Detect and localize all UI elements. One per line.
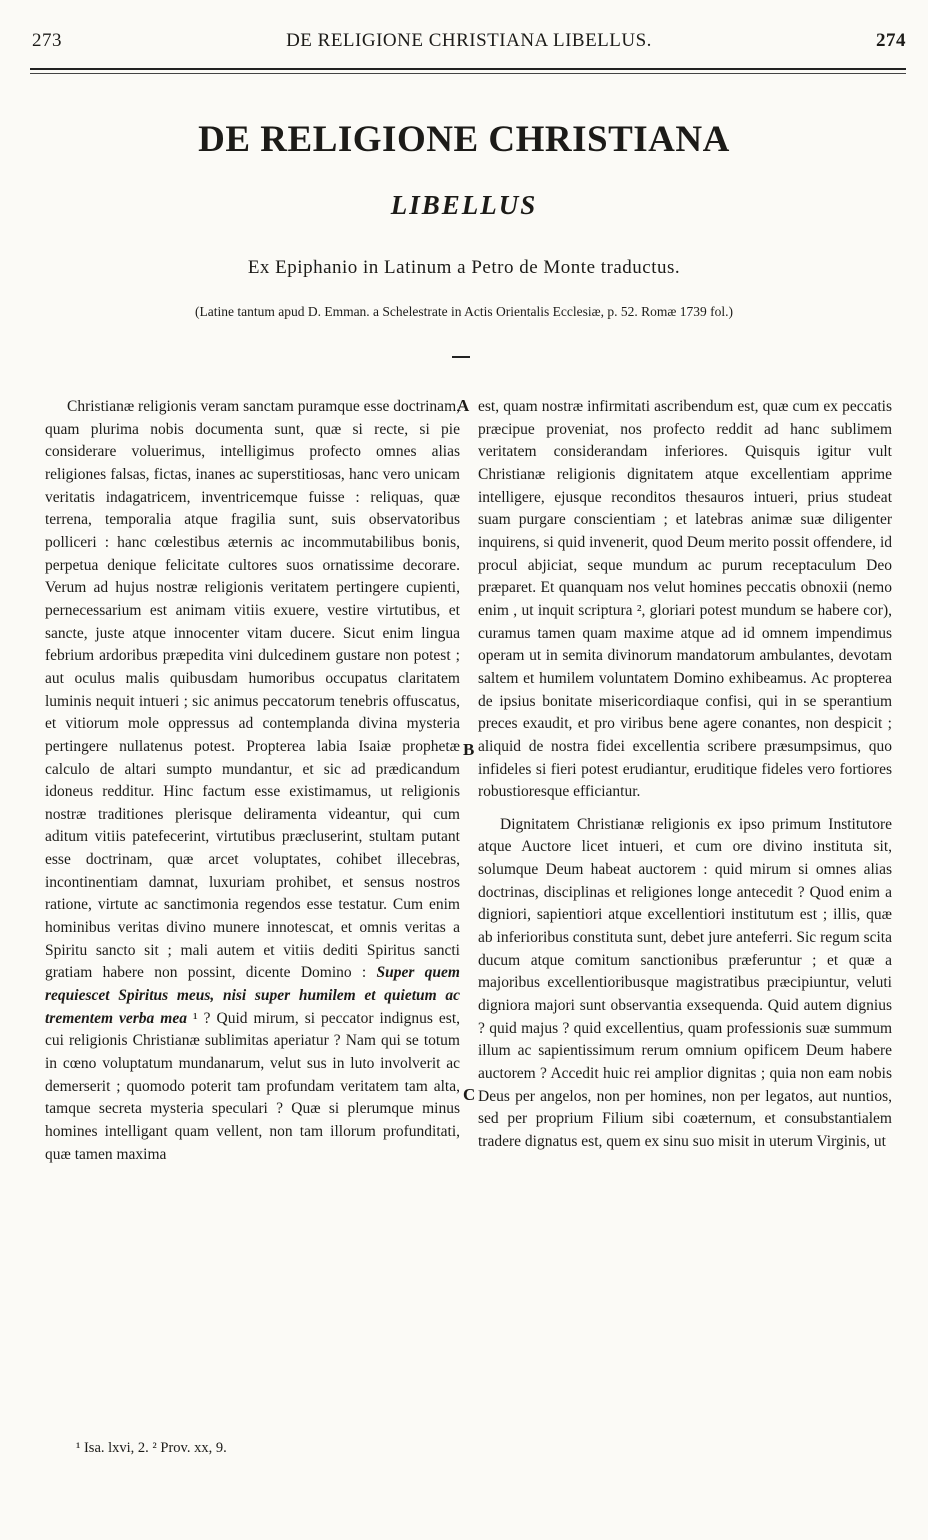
left-text-2: ¹ ? Quid mirum, si peccator indignus est, cui religionis Christianæ sublimitas aperiatur ? Nam qui se totum in cœno voluptatum mundanarum, velut sus in luto involverit ac demerserit ; quomodo poterit tam profundam veritatem tam alta, tamque secreta mysteria speculari ? Quæ si plerumque minus homines intelligant quam vellent, non tam illorum profunditati, quæ tamen maxima xyxy=(45,1009,461,1163)
left-paragraph xyxy=(45,396,460,1166)
source-note: (Latine tantum apud D. Emman. a Schelestrate in Actis Orientalis Ecclesiæ, p. 52. Romæ 1739 fol.) xyxy=(194,304,733,319)
scripture-quote: Super quem requiescet Spiritus meus, nisi super humilem et quietum ac trementem verba mea xyxy=(45,964,460,1027)
margin-marker-a: A xyxy=(457,396,470,415)
page-subtitle: LIBELLUS xyxy=(390,190,538,220)
page-title: DE RELIGIONE CHRISTIANA xyxy=(198,119,730,160)
attribution: Ex Epiphanio in Latinum a Petro de Monte traductus. xyxy=(247,257,681,278)
left-page-number: 273 xyxy=(32,30,62,51)
running-title: DE RELIGIONE CHRISTIANA LIBELLUS. xyxy=(286,30,652,51)
right-paragraph-2: Dignitatem Christianæ religionis ex ipso primum Institutore atque Auctore licet intueri, et cum ore divino instituta sit, solumque Deum habeat auctorem : quid mirum si omnes alias doctrinas, disciplinas et religiones longe antecedit ? Quod enim a digniori, sapientiori atque excellentiori institutum est ; illis, quæ ab inferioribus constituta sunt, debet jure anteferri. Sic regum scita ducum atque comitum sanctionibus præferuntur ; et quæ a majoribus excellentioribusque magistratibus præcipiuntur, veluti digniora majori sunt observantia exsequenda. Quid autem dignius ? quid majus ? quid excellentius, quam professionis suæ summum illum ac sapientissimum rerum omnium opificem Deum habere auctorem ? Accedit huic rei amplior dignitas ; quia non eam nobis Deus per angelos, non per homines, non per legatos, aut nuntios, sed per proprium Filium sibi coæternum, et consubstantialem tradere dignatus est, quem ex sinu suo misit in uterum Virginis, ut xyxy=(478,815,892,1150)
header-rule-thin xyxy=(30,73,906,74)
margin-marker-b: B xyxy=(463,740,475,759)
right-column xyxy=(478,396,892,1154)
footnotes: ¹ Isa. lxvi, 2. ² Prov. xx, 9. xyxy=(76,1440,227,1456)
right-paragraph-1: est, quam nostræ infirmitati ascribendum est, quæ cum ex peccatis præcipue proveniat, nos profecto reddit ad hanc sublimem veritatem considerandam inferiores. Quisquis igitur vult Christianæ religionis dignitatem atque excellentiam apprime intelligere, ejusque reconditos thesauros intueri, prius studeat suam purgare conscientiam ; et latebras animæ suæ diligenter inquirens, si quid invenerit, quod Deum merito possit offendere, id procul abjiciat, seque mundum ac purum receptaculum Deo præparet. Et quanquam nos velut homines peccatis obnoxii (nemo enim , ut inquit scriptura ², gloriari potest mundum se habere cor), curamus tamen quam maxime atque ad id omnem impendimus operam ut in semita divinorum mandatorum ambulantes, devotam saltem et humilem voluntatem Domino exhibeamus. Ac propterea de ipsius bonitate misericordiaque confisi, qui in se sperantium preces exaudit, et pro viribus bene agere conantes, non despicit ; aliquid de nostra fidei excellentia scribere præsumpsimus, quo infideles si fieri potest erudiantur, eruditique fideles vero fortiores robustioresque efficiantur. xyxy=(478,398,892,801)
left-text-1: Christianæ religionis veram sanctam puramque esse doctrinam, quam plurima nobis documenta sunt, quæ si recte, si pie considerare voluerimus, intelligimus profecto omnes alias religiones falsas, fictas, inanes ac superstitiosas, hanc vero unicam veritatis indagatricem, inventricemque fuisse : reliquas, quæ terrena, temporalia atque fragilia sunt, suis observatoribus polliceri : hanc cœlestibus æternis ac incommutabilibus bonis, perpetua denique felicitate cultores suos ornatissime decorare. Verum ad hujus nostræ religionis veritatem pertingere cupienti, pernecessarium est animam vitiis exuere, vestire virtutibus, et sancte, juste atque innocenter vitam ducere. Sicut enim lingua febrium ardoribus præpedita vini dulcedinem gustare non potest ; aut oculus malis quibusdam humoribus occupatus claritatem luminis nequit intueri ; sic animus peccatorum tenebris offuscatus, et vitiorum mole oppressus ad contemplanda divina mysteria pertingere nullatenus potest. Propterea labia Isaiæ prophetæ calculo de altari sumpto mundantur, et sic ad prædicandum idoneus redditur. Hinc factum esse existimamus, ut religionis nostræ traditiones plerisque deliramenta videantur, qui cum aditum vitiis patefecerint, virtutibus præcluserint, stultam putant esse doctrinam, quæ arcet voluptates, cohibet illecebras, incontinentiam damnat, luxuriam prohibet, et sensus nostros ratione, virtute ac sanctimonia regendos esse testatur. Cum enim hominibus veritas divino munere innotescat, et omnis veritas a Spiritu sancto sit ; mali autem et vitiis dediti Spiritus sancti gratiam habere non possint, dicente Domino : xyxy=(45,398,460,982)
margin-marker-c: C xyxy=(463,1085,476,1104)
left-column xyxy=(45,396,460,1166)
section-dash xyxy=(452,356,470,358)
header-rule-thick xyxy=(30,68,906,70)
right-page-number: 274 xyxy=(876,30,906,51)
running-header xyxy=(32,30,906,56)
